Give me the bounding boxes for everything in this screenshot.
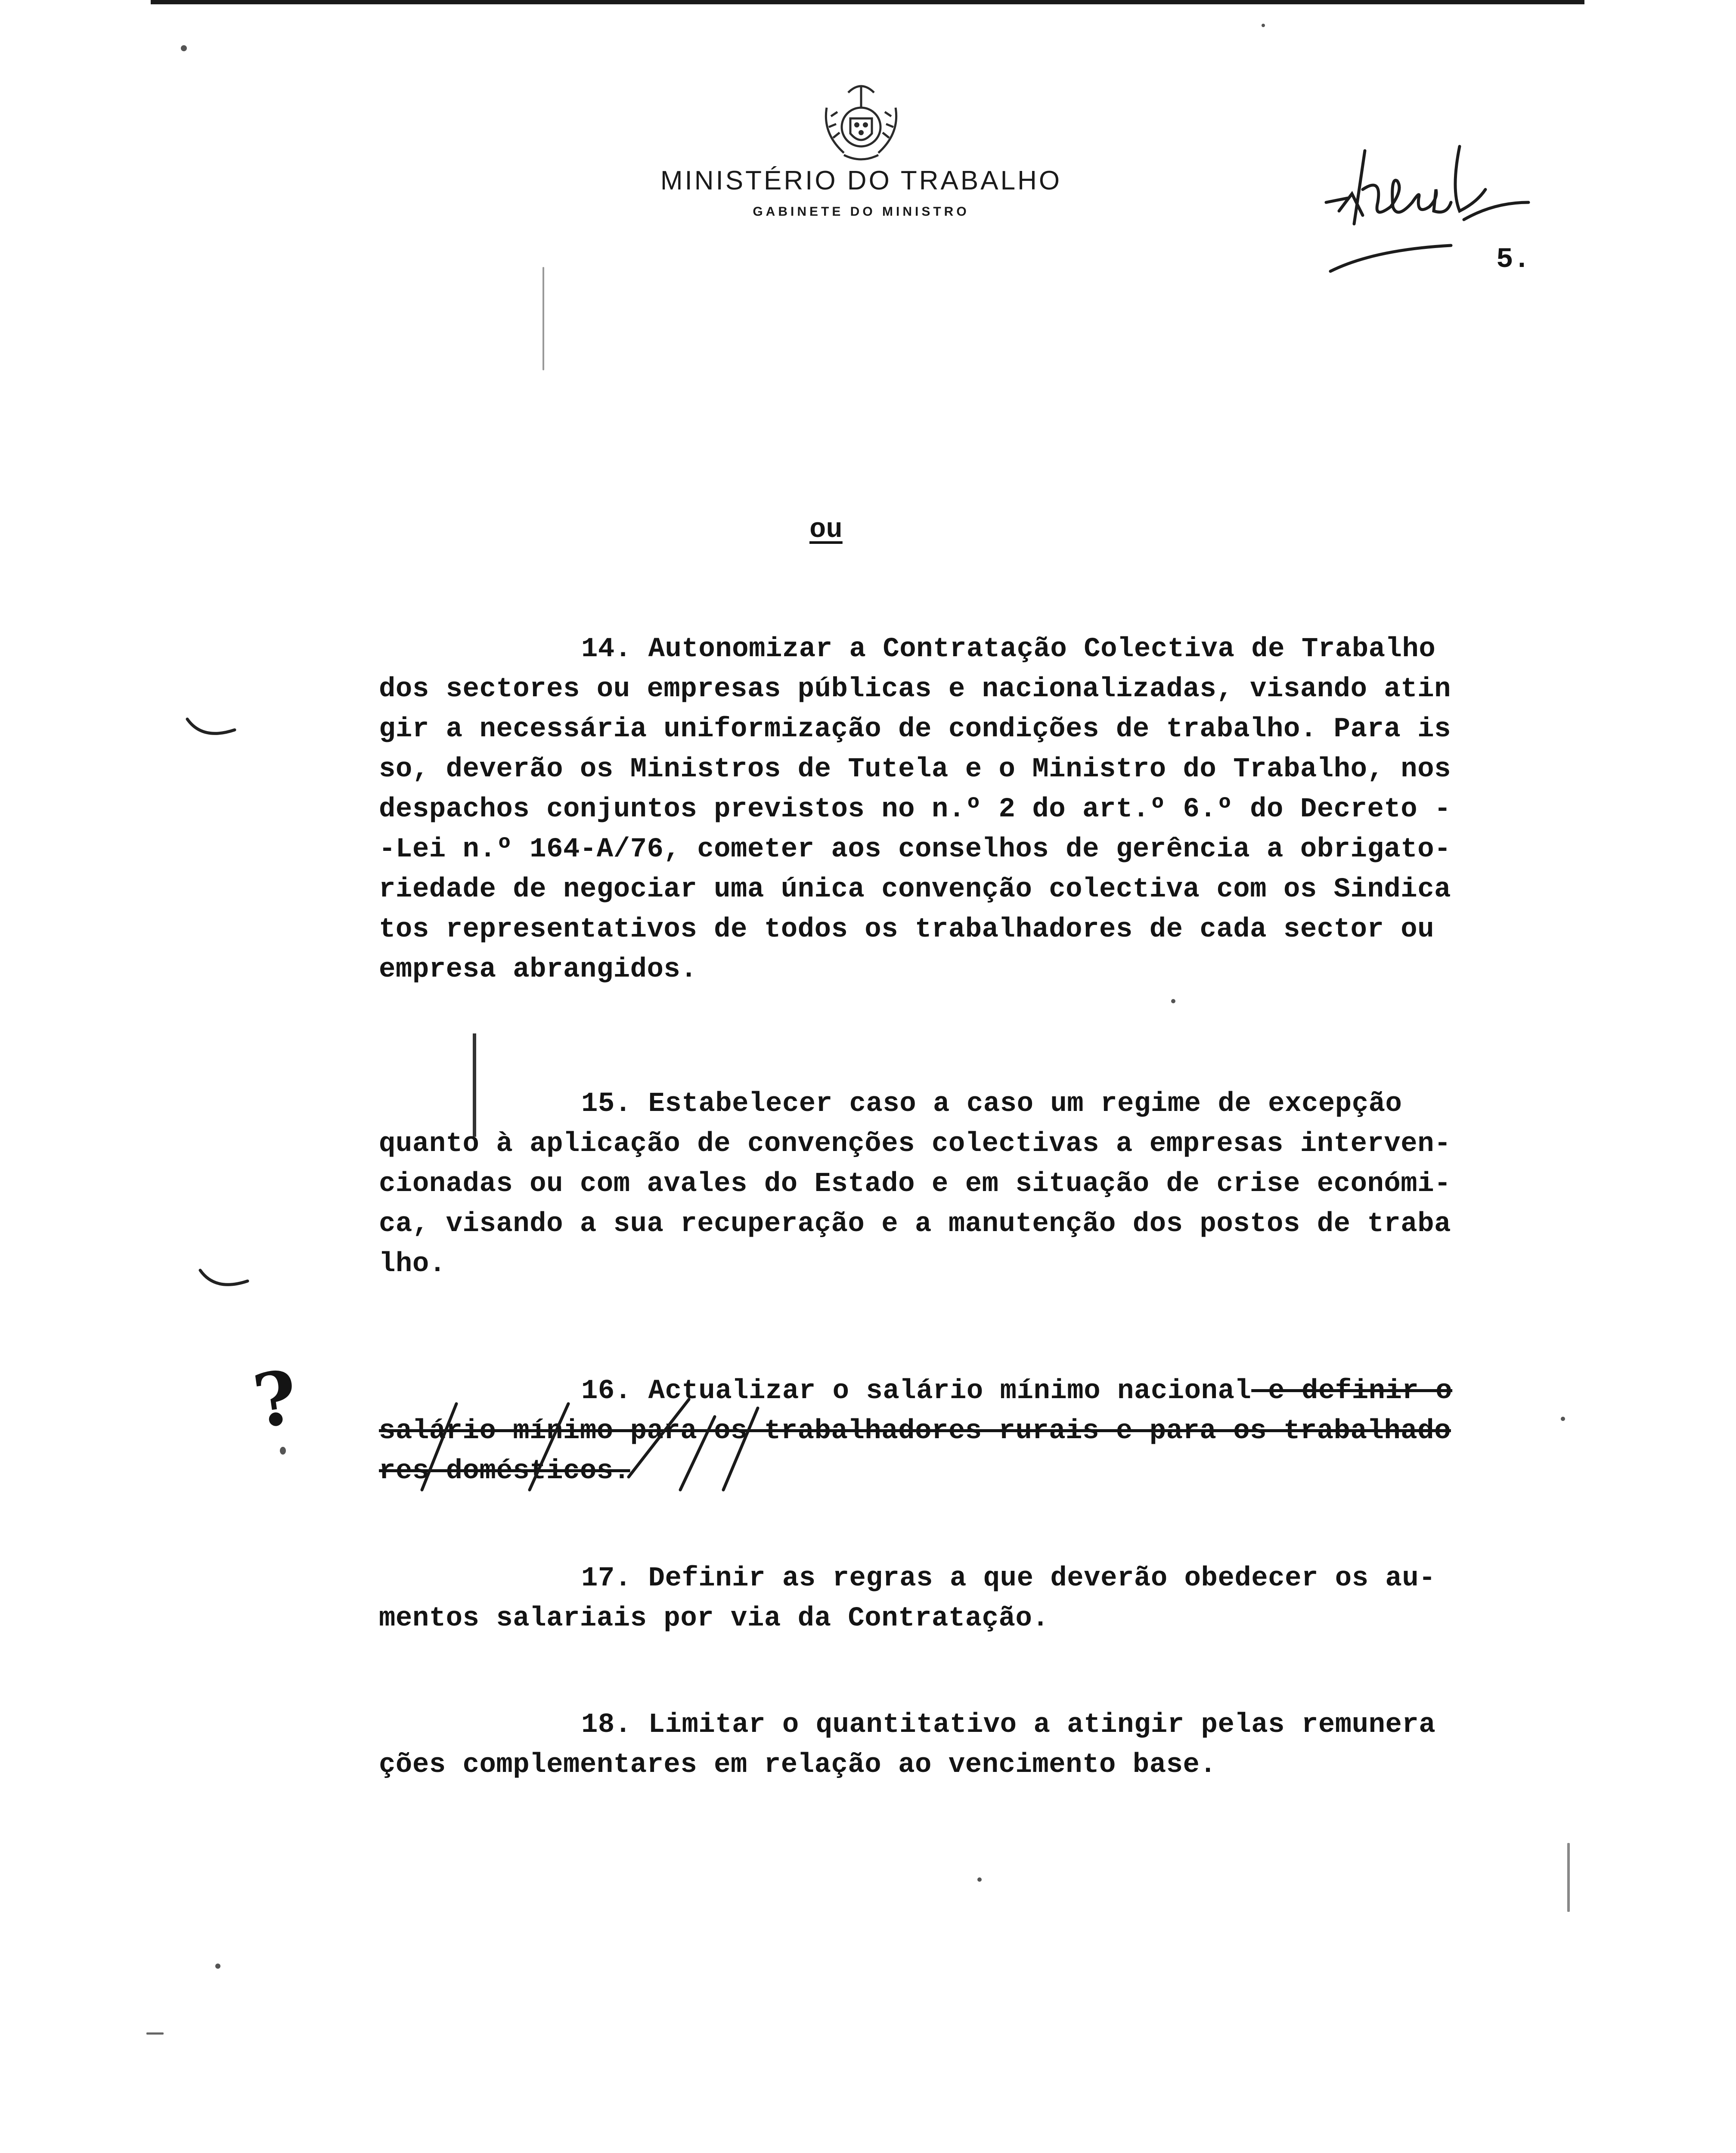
scan-speck — [215, 1964, 220, 1969]
paragraph-17 — [379, 1559, 1524, 1639]
paragraph-line: mentos salariais por via da Contratação. — [379, 1603, 1049, 1634]
letterhead — [560, 78, 1162, 219]
paragraph-line: ções complementares em relação ao vencimento base. — [379, 1750, 1217, 1781]
paragraph-line: tos representativos de todos os trabalhadores de cada sector ou — [379, 914, 1435, 945]
coat-of-arms-icon — [814, 78, 908, 164]
struck-text: e definir o — [1251, 1376, 1453, 1407]
scan-edge-line — [1567, 1843, 1570, 1912]
paragraph-line: dos sectores ou empresas públicas e nacionalizadas, visando atin — [379, 674, 1451, 705]
checkmark-icon — [198, 1266, 250, 1296]
page-number: 5. — [1496, 243, 1531, 276]
scan-speck — [1262, 24, 1265, 27]
paragraph-18 — [379, 1705, 1524, 1785]
paragraph-line: gir a necessária uniformização de condições de trabalho. Para is — [379, 714, 1451, 745]
scan-speck — [280, 1447, 286, 1455]
paragraph-line: 15. Estabelecer caso a caso um regime de excepção — [581, 1089, 1402, 1120]
or-heading: ou — [809, 515, 843, 546]
paragraph-line: riedade de negociar uma única convenção colectiva com os Sindica — [379, 874, 1451, 905]
scan-edge-line — [542, 267, 544, 370]
scan-speck — [181, 45, 187, 51]
struck-text: res domésticos. — [379, 1456, 630, 1487]
paragraph-line: 18. Limitar o quantitativo a atingir pelas remunera — [581, 1709, 1436, 1740]
paragraph-line: quanto à aplicação de convenções colectivas a empresas interven- — [379, 1129, 1451, 1160]
paragraph-line: -Lei n.º 164-A/76, cometer aos conselhos de gerência a obrigato- — [379, 834, 1451, 865]
cabinet-name: GABINETE DO MINISTRO — [753, 205, 970, 219]
top-rule — [151, 0, 1584, 4]
scan-speck — [977, 1877, 982, 1882]
paragraph-line: ca, visando a sua recuperação e a manutenção dos postos de traba — [379, 1209, 1451, 1240]
paragraph-line: despachos conjuntos previstos no n.º 2 do art.º 6.º do Decreto - — [379, 794, 1451, 825]
ministry-name: MINISTÉRIO DO TRABALHO — [660, 166, 1062, 195]
struck-text: salário mínimo para os trabalhadores rurais e para os trabalhado — [379, 1416, 1451, 1447]
kept-text: 16. Actualizar o salário mínimo nacional — [581, 1376, 1252, 1407]
strike-slashes — [388, 1391, 775, 1503]
paragraph-line: so, deverão os Ministros de Tutela e o Ministro do Trabalho, nos — [379, 754, 1451, 785]
scan-edge-line — [146, 2032, 164, 2035]
paragraph-line: 14. Autonomizar a Contratação Colectiva de Trabalho — [581, 634, 1436, 665]
margin-question-mark: ? — [248, 1354, 303, 1445]
scan-speck — [1171, 999, 1175, 1003]
paragraph-14 — [379, 630, 1524, 990]
paragraph-15 — [379, 1084, 1524, 1284]
scan-speck — [1561, 1417, 1565, 1421]
paragraph-line: empresa abrangidos. — [379, 954, 698, 985]
paragraph-line: 17. Definir as regras a que deverão obedecer os au- — [581, 1563, 1436, 1594]
paragraph-line: cionadas ou com avales do Estado e em situação de crise económi- — [379, 1169, 1451, 1200]
checkmark-icon — [185, 715, 237, 745]
paragraph-line: lho. — [379, 1249, 446, 1280]
